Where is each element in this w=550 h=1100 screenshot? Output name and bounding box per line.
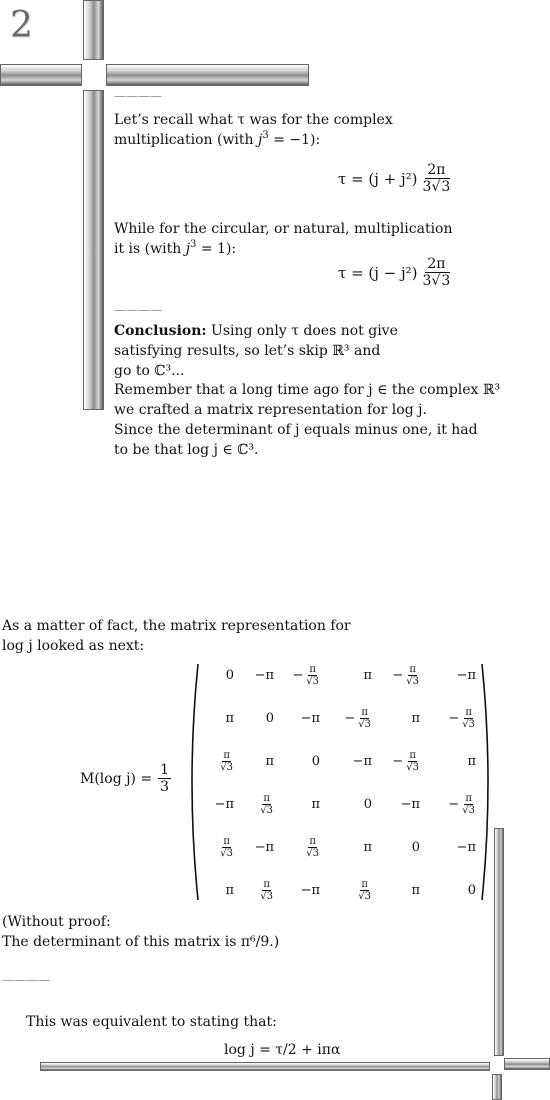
matrix-cell: − $\frac{\pi}{√3}$ [344,707,371,730]
matrix-row [198,826,476,869]
matrix-cell: 0 [467,883,476,898]
tau-complex-equation: τ = (j + j²) $\frac{2\pi}{3√3}$ [338,162,451,196]
conclusion-line5: we crafted a matrix representation for log j. [114,402,427,418]
separator-top: ———— [114,89,162,103]
matrix-cell: −π [254,668,274,683]
matrix-cell: π [411,711,420,726]
matrix-cell: −π [300,711,320,726]
page-number: 2 [10,5,33,46]
matrix-table [198,654,476,912]
decorative-bar-bottom-horizontal [40,1062,490,1071]
conclusion-line6: Since the determinant of j equals minus one, it had [114,422,478,438]
matrix-cell: π [363,668,372,683]
conclusion-line4: Remember that a long time ago for j ∈ the complex ℝ³ [114,382,501,398]
matrix-intro-line1: As a matter of fact, the matrix representation for [2,618,351,634]
decorative-bar-bottom-right-vertical [492,1074,502,1100]
matrix-row [198,869,476,912]
matrix-cell: $\frac{\pi}{√3}$ [260,879,273,902]
para2-line2: it is (with $j^3 = 1$): [114,239,237,257]
matrix-intro-line2: log j looked as next: [2,638,145,654]
matrix-cell: $\frac{\pi}{√3}$ [358,879,371,902]
matrix-cell: π [311,797,320,812]
conclusion-line7: to be that log j ∈ ℂ³. [114,442,259,458]
note-line1: (Without proof: [2,914,111,930]
decorative-bar-main-vertical [83,90,104,410]
tau-circular-equation: τ = (j − j²) $\frac{2\pi}{3√3}$ [338,256,451,290]
matrix-row [198,740,476,783]
para1-line2: multiplication (with $j^3 = -1$): [114,130,321,148]
matrix-cell: $\frac{\pi}{√3}$ [260,793,273,816]
conclusion-line1: Conclusion: Using only τ does not give [114,323,398,339]
matrix-cell: 0 [225,668,234,683]
para2-line1: While for the circular, or natural, multiplication [114,221,453,237]
matrix-cell: − $\frac{\pi}{√3}$ [392,750,419,773]
final-equation: log j = τ/2 + iπα [224,1042,341,1058]
para1-line1: Let’s recall what τ was for the complex [114,112,393,128]
matrix-cell: π [225,711,234,726]
conclusion-label: Conclusion: [114,323,207,339]
matrix-cell: $\frac{\pi}{√3}$ [306,836,319,859]
decorative-bar-top-vertical [83,0,104,60]
note-line2: The determinant of this matrix is π⁶/9.) [2,934,280,950]
matrix-cell: π [467,754,476,769]
matrix-cell: −π [400,797,420,812]
equivalence-text: This was equivalent to stating that: [26,1014,277,1030]
matrix-cell: −π [300,883,320,898]
matrix-cell: −π [254,840,274,855]
matrix-cell: π [411,883,420,898]
matrix-cell: −π [214,797,234,812]
matrix-cell: π [225,883,234,898]
decorative-bar-top-horizontal [106,64,309,86]
separator-bottom: ———— [2,973,50,987]
matrix-cell: − $\frac{\pi}{√3}$ [292,664,319,687]
matrix-cell: −π [352,754,372,769]
matrix-cell: − $\frac{\pi}{√3}$ [448,793,475,816]
matrix-row [198,697,476,740]
matrix-right-paren [480,662,496,902]
matrix-cell: 0 [265,711,274,726]
conclusion-line3: go to ℂ³... [114,363,185,379]
matrix-cell: $\frac{\pi}{√3}$ [220,836,233,859]
matrix-cell: 0 [363,797,372,812]
matrix-label: M(log j) = $\frac{1}{3}$ [80,762,170,796]
matrix-cell: 0 [411,840,420,855]
matrix-cell: −π [456,840,476,855]
matrix-cell: π [363,840,372,855]
matrix-cell: −π [456,668,476,683]
matrix-cell: 0 [311,754,320,769]
matrix-cell: $\frac{\pi}{√3}$ [220,750,233,773]
separator-middle: ———— [114,303,162,317]
decorative-bar-bottom-right-horizontal [504,1058,550,1070]
matrix-cell: − $\frac{\pi}{√3}$ [392,664,419,687]
matrix-cell: − $\frac{\pi}{√3}$ [448,707,475,730]
matrix-row [198,783,476,826]
conclusion-line2: satisfying results, so let’s skip ℝ³ and [114,343,381,359]
matrix-cell: π [265,754,274,769]
decorative-bar-left-horizontal [0,64,82,86]
matrix-row [198,654,476,697]
